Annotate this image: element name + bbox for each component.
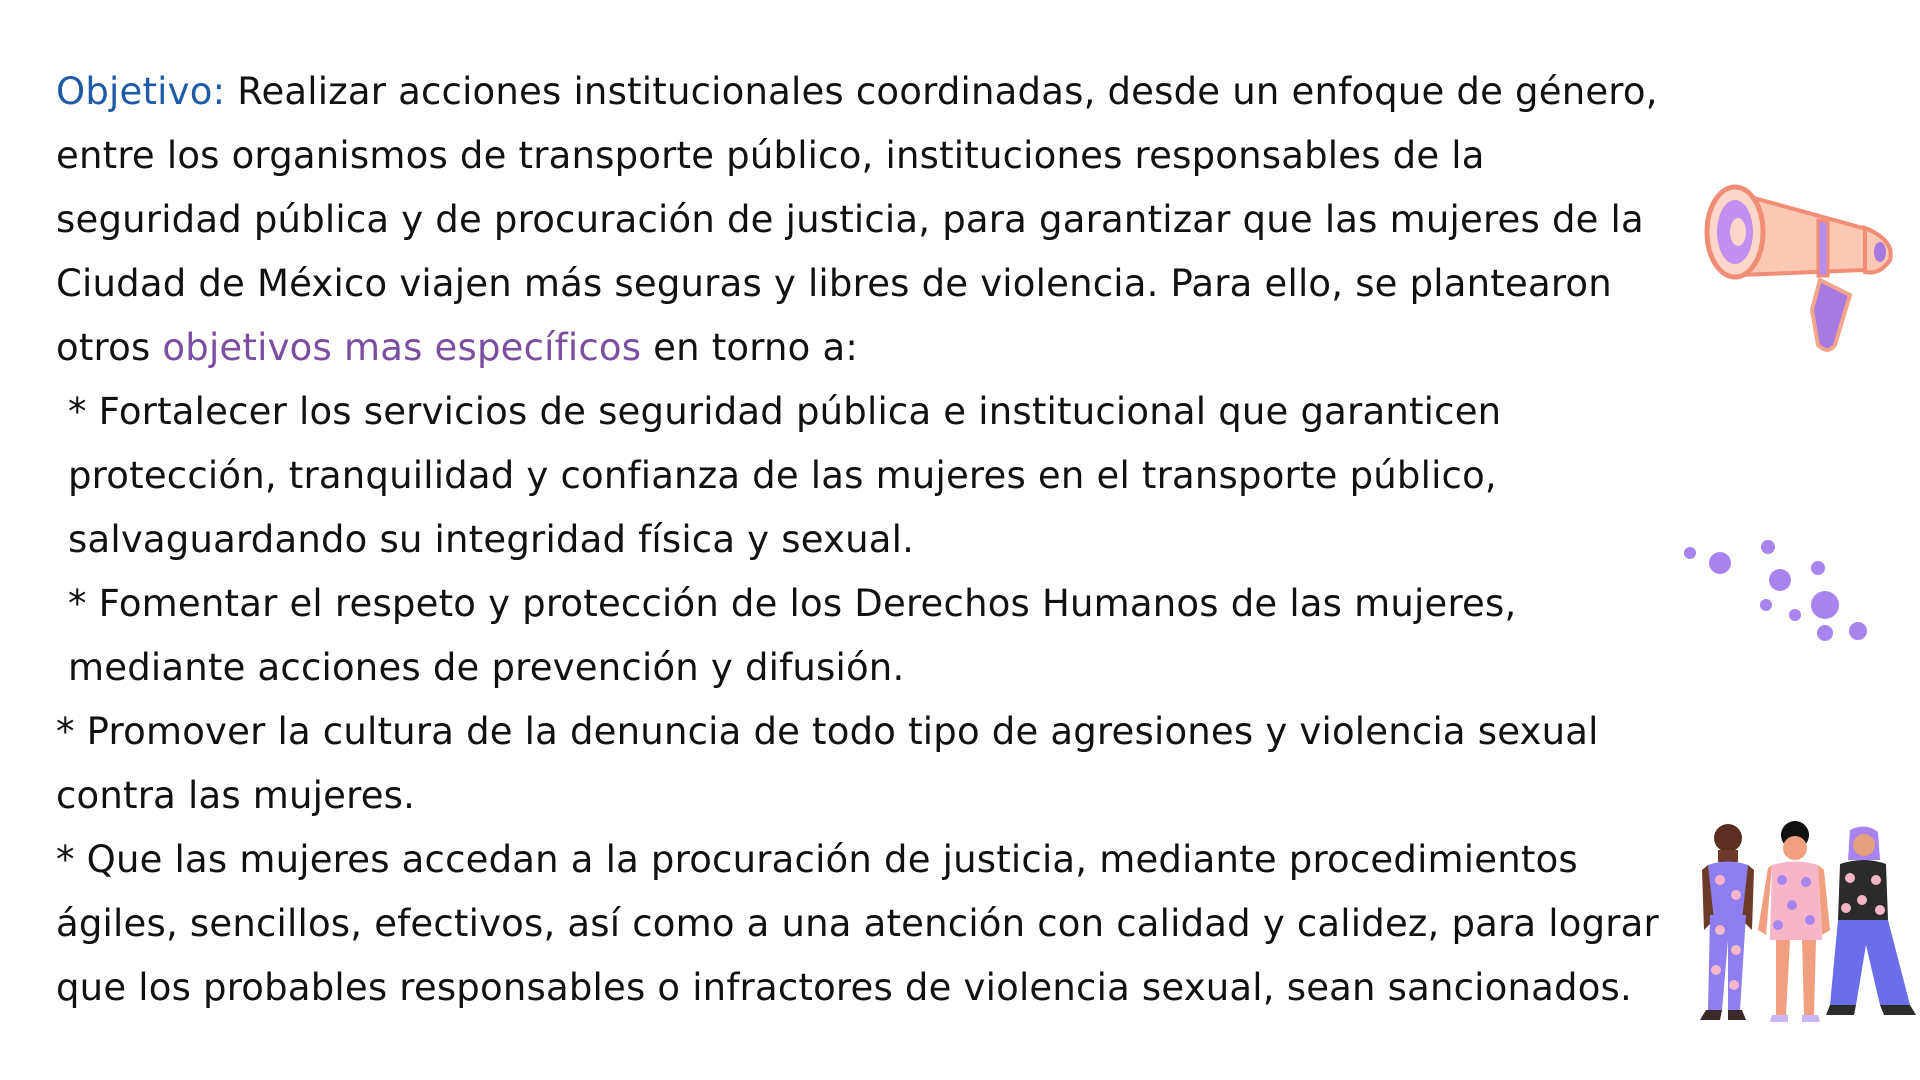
megaphone-icon xyxy=(1700,160,1900,360)
objectives-text-block xyxy=(56,60,1666,1020)
bullet-item: * Fomentar el respeto y protección de los Derechos Humanos de las mujeres, mediante acciones de prevención y difusión. xyxy=(68,582,1517,689)
bullet-item: * Promover la cultura de la denuncia de todo tipo de agresiones y violencia sexual contra las mujeres. xyxy=(56,710,1599,817)
objective-intro-text: Realizar acciones institucionales coordinadas, desde un enfoque de género, entre los organismos de transporte público, instituciones responsables de la seguridad pública y de procuración de justicia, para garantizar que las mujeres de la Ciudad de México viajen más seguras y libres de violencia. Para ello, se plantearon otros xyxy=(56,70,1658,369)
bullet-item: * Fortalecer los servicios de seguridad pública e institucional que garanticen protección, tranquilidad y confianza de las mujeres en el transporte público, salvaguardando su integridad física y sexual. xyxy=(68,390,1502,561)
purple-dots-icon xyxy=(1680,535,1880,645)
objective-label: Objetivo: xyxy=(56,70,226,113)
specific-objectives-link[interactable]: objetivos mas específicos xyxy=(162,326,642,369)
three-women-icon xyxy=(1680,820,1920,1040)
bullet-item: * Que las mujeres accedan a la procuración de justicia, mediante procedimientos ágiles, sencillos, efectivos, así como a una atención con calidad y calidez, para lograr que los probables responsables o infractores de violencia sexual, sean sancionados. xyxy=(56,838,1659,1009)
objective-paragraph xyxy=(56,60,1666,380)
objective-intro-end: en torno a: xyxy=(641,326,859,369)
